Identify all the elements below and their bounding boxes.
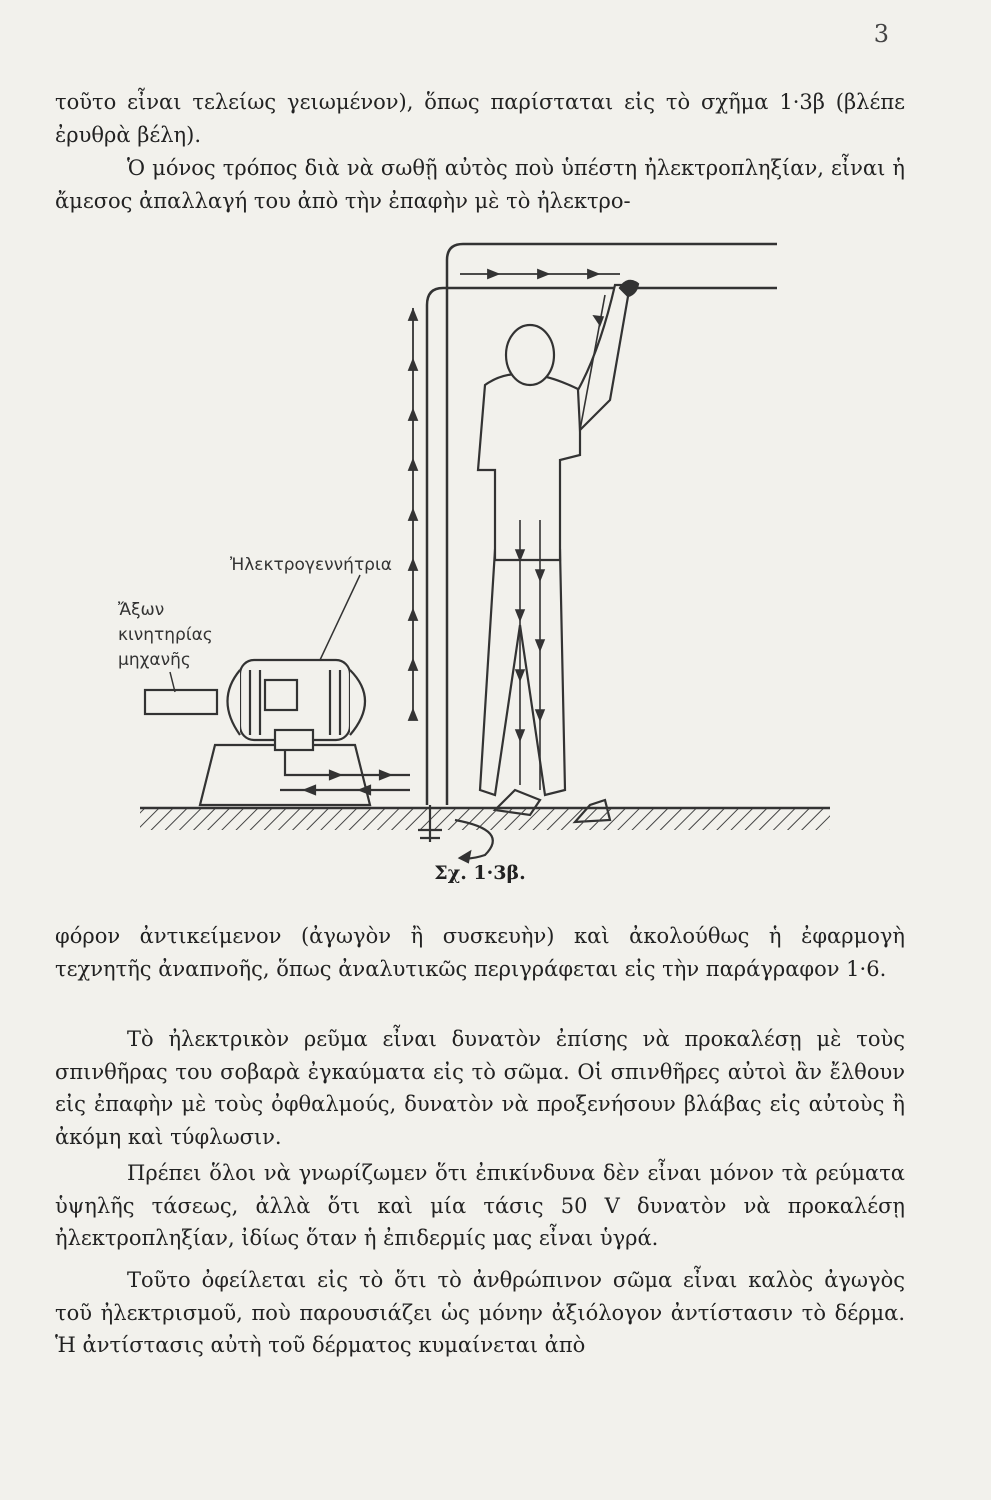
current-arrows-right: [460, 270, 620, 278]
ground-hatch: [140, 808, 830, 830]
label-axis-line2: κινητηρίας: [118, 625, 213, 645]
figure-caption: Σχ. 1·3β.: [434, 862, 526, 884]
paragraph-6: Τοῦτο ὀφείλεται εἰς τὸ ὅτι τὸ ἀνθρώπινον σῶμα εἶναι καλὸς ἀγωγὸς τοῦ ἠλεκτρισμοῦ, ποὺ παρουσιάζει ὡς μόνην ἀξιόλογον ἀντίστασιν τὸ δέρμα. Ἡ ἀντίστασις αὐτὴ τοῦ δέρματος κυμαίνεται ἀπὸ: [55, 1268, 905, 1357]
paragraph-5: Πρέπει ὅλοι νὰ γνωρίζωμεν ὅτι ἐπικίνδυνα δὲν εἶναι μόνον τὰ ρεύματα ὑψηλῆς τάσεως, ἀλλὰ ὅτι καὶ μία τάσις 50 V δυνατὸν νὰ προκαλέσῃ ἠλεκτροπληξίαν, ἰδίως ὅταν ἡ ἐπιδερμίς μας εἶναι ὑγρά.: [55, 1161, 905, 1250]
generator: [145, 660, 370, 805]
paragraph-3: φόρον ἀντικείμενον (ἀγωγὸν ἢ συσκευὴν) καὶ ἀκολούθως ἡ ἐφαρμογὴ τεχνητῆς ἀναπνοῆς, ὅπως ἀναλυτικῶς περιγράφεται εἰς τὴν παράγραφον 1·6.: [55, 924, 905, 981]
current-arrows-up: [409, 308, 417, 720]
label-axis-line1: Ἄξων: [118, 600, 165, 620]
page-number: 3: [873, 20, 889, 48]
label-axis-line3: μηχανῆς: [118, 650, 191, 670]
label-generator: Ἠλεκτρογεννήτρια: [230, 555, 392, 575]
paragraph-1: τοῦτο εἶναι τελείως γειωμένον), ὅπως παρίσταται εἰς τὸ σχῆμα 1·3β (βλέπε ἐρυθρὰ βέλη).: [55, 90, 905, 147]
paragraph-4: Τὸ ἠλεκτρικὸν ρεῦμα εἶναι δυνατὸν ἐπίσης νὰ προκαλέσῃ μὲ τοὺς σπινθῆρας του σοβαρὰ ἐγκαύματα εἰς τὸ σῶμα. Οἱ σπινθῆρες αὐτοὶ ἂν ἔλθουν εἰς ἐπαφὴν μὲ τοὺς ὀφθαλμούς, δυνατὸν νὰ προξενήσουν βλάβας εἰς αὐτοὺς ἢ ἀκόμη καὶ τύφλωσιν.: [55, 1027, 905, 1149]
overhead-conductors: [427, 244, 777, 805]
paragraph-2: Ὁ μόνος τρόπος διὰ νὰ σωθῇ αὐτὸς ποὺ ὑπέστη ἠλεκτροπληξίαν, εἶναι ἡ ἄμεσος ἀπαλλαγή του ἀπὸ τὴν ἐπαφὴν μὲ τὸ ἠλεκτρο-: [55, 156, 905, 213]
electrocution-diagram: [100, 230, 840, 900]
person-figure: [478, 281, 638, 822]
